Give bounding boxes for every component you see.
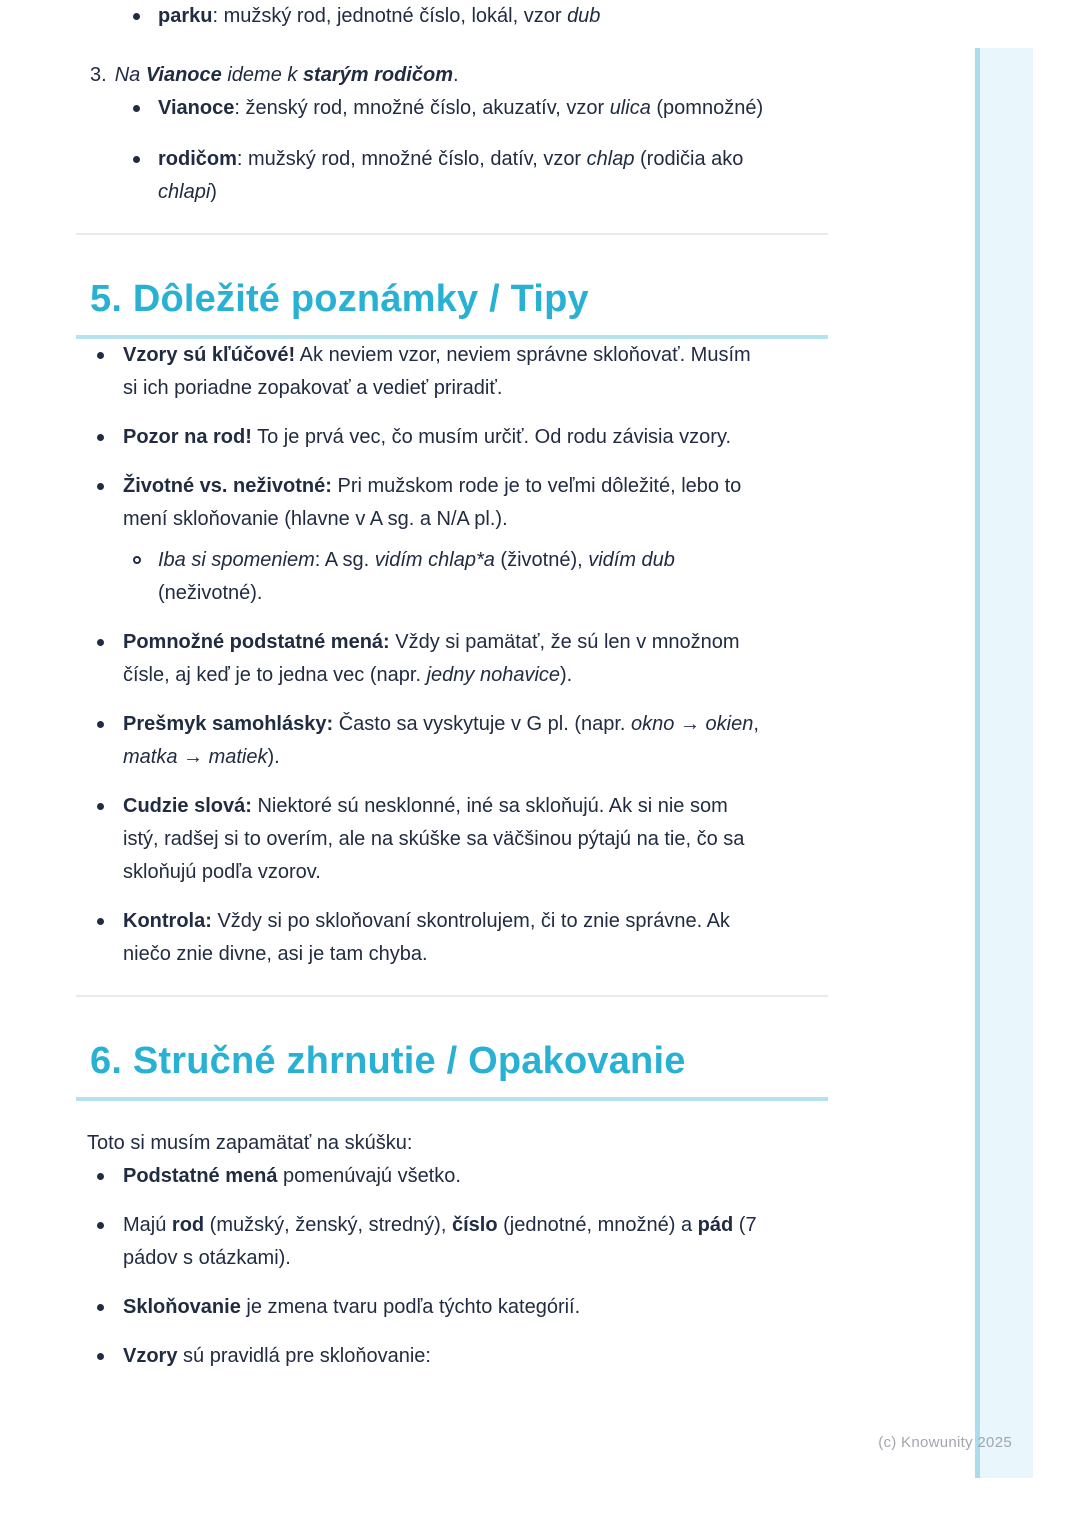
list-item: rodičom: mužský rod, množné číslo, datív, vzor chlap (rodičia ako chlapi) [76, 143, 828, 209]
section-5-title: 5. Dôležité poznámky / Tipy [76, 275, 828, 339]
list-item-text: Cudzie slová: Niektoré sú nesklonné, iné sa skloňujú. Ak si nie som istý, radšej si to overím, ale na skúške sa väčšinou pýtajú na tie, čo sa skloňujú podľa vzorov. [123, 795, 745, 883]
list-item-text: Podstatné mená pomenúvajú všetko. [123, 1165, 461, 1187]
ordered-item-text: Na Vianoce ideme k starým rodičom. [114, 64, 459, 86]
example-sub-list [76, 92, 828, 209]
section-5-bullet-list [76, 339, 828, 971]
list-item-text: Kontrola: Vždy si po skloňovaní skontrolujem, či to znie správne. Ak niečo znie divne, asi je tam chyba. [123, 910, 730, 965]
list-item [76, 421, 828, 454]
section-6-lead-paragraph: Toto si musím zapamätať na skúšku: [87, 1132, 413, 1154]
nested-sub-list [123, 544, 768, 610]
list-item-text: Iba si spomeniem: A sg. vidím chlap*a (životné), vidím dub (neživotné). [158, 549, 675, 604]
list-item [76, 790, 828, 889]
carryover-bullet-list [76, 0, 828, 33]
list-item [76, 626, 828, 692]
list-item-text: Prešmyk samohlásky: Často sa vyskytuje v G pl. (napr. okno → okien, matka → matiek). [123, 713, 759, 768]
list-item-text: Skloňovanie je zmena tvaru podľa týchto kategórií. [123, 1296, 581, 1318]
list-item [76, 1340, 828, 1373]
list-item [76, 708, 828, 774]
section-divider [76, 995, 828, 997]
list-item [76, 339, 828, 405]
ordered-example-item [90, 59, 828, 92]
list-item-text: Vzory sú kľúčové! Ak neviem vzor, neviem správne skloňovať. Musím si ich poriadne zopakovať a vedieť priradiť. [123, 344, 751, 399]
list-item [76, 1160, 828, 1193]
list-item: parku: mužský rod, jednotné číslo, lokál, vzor dub [76, 0, 828, 33]
list-item-text: Pomnožné podstatné mená: Vždy si pamätať, že sú len v množnom čísle, aj keď je to jedna vec (napr. jedny nohavice). [123, 631, 740, 686]
copyright-watermark: (c) Knowunity 2025 [878, 1434, 1012, 1451]
list-item-text: Vzory sú pravidlá pre skloňovanie: [123, 1345, 431, 1367]
content-column [76, 0, 828, 1373]
list-item [76, 470, 828, 610]
list-item-text: Pozor na rod! To je prvá vec, čo musím určiť. Od rodu závisia vzory. [123, 426, 732, 448]
page-edge-strip [975, 48, 1033, 1478]
list-item [76, 1209, 828, 1275]
section-divider [76, 233, 828, 235]
section-6-bullet-list [76, 1160, 828, 1373]
section-6-title: 6. Stručné zhrnutie / Opakovanie [76, 1037, 828, 1101]
list-item: Vianoce: ženský rod, množné číslo, akuzatív, vzor ulica (pomnožné) [76, 92, 828, 125]
list-item [123, 544, 768, 610]
ordered-item-number: 3. [90, 64, 107, 86]
list-item [76, 905, 828, 971]
list-item-text: Životné vs. neživotné: Pri mužskom rode je to veľmi dôležité, lebo to mení skloňovanie (hlavne v A sg. a N/A pl.). [123, 475, 742, 530]
list-item-text: Majú rod (mužský, ženský, stredný), číslo (jednotné, množné) a pád (7 pádov s otázkami). [123, 1214, 757, 1269]
list-item [76, 1291, 828, 1324]
